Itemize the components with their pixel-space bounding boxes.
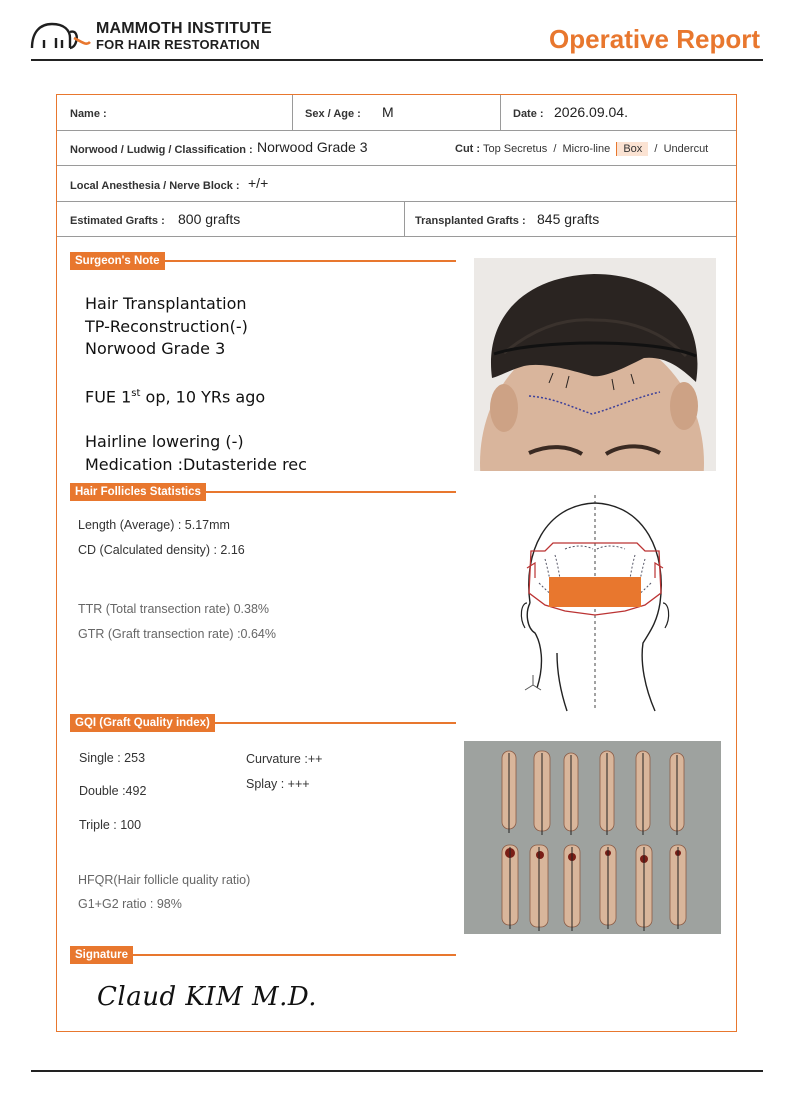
gqi-header xyxy=(70,713,456,731)
surgeon-note-text xyxy=(85,293,465,476)
column-divider xyxy=(292,95,293,130)
note-line: Norwood Grade 3 xyxy=(85,339,226,358)
note-line: Hairline lowering (-) xyxy=(85,432,244,452)
header-divider xyxy=(31,59,763,61)
row-divider xyxy=(57,201,736,202)
logo-line-2: FOR HAIR RESTORATION xyxy=(96,37,260,52)
row-divider xyxy=(57,130,736,131)
transplanted-grafts-field[interactable]: 845 grafts xyxy=(537,211,600,227)
note-line: Medication :Dutasteride rec xyxy=(85,454,307,474)
cut-option-micro-line[interactable]: Micro-line xyxy=(562,143,611,155)
length-average: Length (Average) : 5.17mm xyxy=(78,518,230,532)
document-title: Operative Report xyxy=(549,24,760,54)
calculated-density: CD (Calculated density) : 2.16 xyxy=(78,543,245,557)
transplanted-grafts-label: Transplanted Grafts : xyxy=(415,215,526,227)
logo-line-1: MAMMOTH INSTITUTE xyxy=(96,20,272,37)
follicle-stats-header xyxy=(70,482,456,500)
curvature-value: Curvature :++ xyxy=(246,752,323,766)
cut-separator: / xyxy=(553,143,557,155)
note-line: FUE 1st op, 10 YRs ago xyxy=(85,387,266,407)
sex-age-field[interactable]: M xyxy=(382,104,394,120)
cut-option-box-selected[interactable]: Box xyxy=(616,142,648,156)
surgeon-note-header xyxy=(70,251,456,269)
note-line: Hair Transplantation xyxy=(85,294,247,313)
date-field[interactable]: 2026.09.04. xyxy=(554,104,628,120)
column-divider xyxy=(404,201,405,236)
hfqr-label: HFQR(Hair follicle quality ratio) xyxy=(78,873,251,887)
triple-count: Triple : 100 xyxy=(79,818,142,832)
note-line: TP-Reconstruction(-) xyxy=(85,316,248,336)
row-divider xyxy=(57,165,736,166)
scalp-front-photo xyxy=(474,258,716,471)
signature-header xyxy=(70,945,456,963)
date-label: Date : xyxy=(513,108,544,120)
estimated-grafts-field[interactable]: 800 grafts xyxy=(178,211,241,227)
double-count: Double :492 xyxy=(79,784,147,798)
follicle-stats-heading: Hair Follicles Statistics xyxy=(70,483,206,501)
sex-age-label: Sex / Age : xyxy=(305,108,361,120)
estimated-grafts-label: Estimated Grafts : xyxy=(70,215,165,227)
grade-ratio: G1+G2 ratio : 98% xyxy=(78,897,182,911)
grafts-photo xyxy=(464,741,721,934)
total-transection-rate: TTR (Total transection rate) 0.38% xyxy=(78,602,270,616)
cut-label: Cut : xyxy=(455,143,481,155)
column-divider xyxy=(500,95,501,130)
gqi-heading: GQI (Graft Quality index) xyxy=(70,714,215,732)
cut-option-top-secretus[interactable]: Top Secretus xyxy=(483,143,548,155)
anesthesia-field[interactable]: +/+ xyxy=(248,175,269,191)
signature-heading: Signature xyxy=(70,946,133,964)
surgeon-signature: Claud KIM M.D. xyxy=(97,982,318,1012)
single-count: Single : 253 xyxy=(79,751,146,765)
footer-divider xyxy=(31,1070,763,1072)
cut-options xyxy=(483,143,708,155)
classification-field[interactable]: Norwood Grade 3 xyxy=(257,139,368,155)
graft-transection-rate: GTR (Graft transection rate) :0.64% xyxy=(78,627,276,641)
cut-option-undercut[interactable]: Undercut xyxy=(663,143,709,155)
anesthesia-label: Local Anesthesia / Nerve Block : xyxy=(70,180,240,192)
donor-area-head-diagram xyxy=(515,493,675,713)
row-divider xyxy=(57,236,736,237)
name-label: Name : xyxy=(70,108,107,120)
splay-value: Splay : +++ xyxy=(246,777,310,791)
surgeon-note-heading: Surgeon's Note xyxy=(70,252,165,270)
cut-separator: / xyxy=(654,143,658,155)
mammoth-logo-icon xyxy=(30,18,92,52)
classification-label: Norwood / Ludwig / Classification : xyxy=(70,144,253,156)
